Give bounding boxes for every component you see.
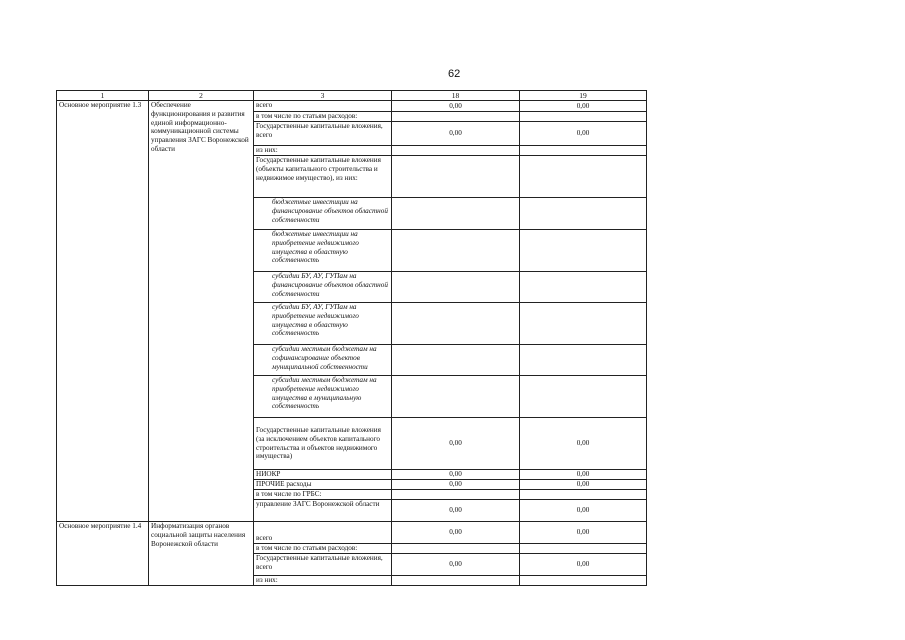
event-cell: Основное мероприятие 1.4 (57, 522, 149, 586)
value-19 (520, 544, 647, 554)
value-19: 0,00 (520, 101, 647, 112)
row-label: управление ЗАГС Воронежской области (254, 500, 392, 522)
header-col-1: 1 (57, 91, 149, 101)
value-18 (392, 544, 520, 554)
row-label: Государственные капитальные вложения (за исключением объектов капитального строительства и объектов недвижимого имущества) (254, 418, 392, 470)
value-19: 0,00 (520, 480, 647, 490)
row-label: всего (254, 101, 392, 112)
header-col-19: 19 (520, 91, 647, 101)
value-19 (520, 272, 647, 303)
value-18 (392, 303, 520, 345)
value-18: 0,00 (392, 470, 520, 480)
value-18 (392, 230, 520, 272)
value-19 (520, 490, 647, 500)
row-label: всего (254, 522, 392, 544)
row-label: бюджетные инвестиции на приобретение недвижимого имущества в областную собственность (254, 230, 392, 272)
page-number: 62 (448, 68, 461, 80)
value-19 (520, 112, 647, 122)
row-label: субсидии БУ, АУ, ГУПам на финансирование объектов областной собственности (254, 272, 392, 303)
row-label: из них: (254, 576, 392, 586)
budget-table (56, 90, 647, 586)
value-18: 0,00 (392, 554, 520, 576)
value-19: 0,00 (520, 522, 647, 544)
value-18 (392, 112, 520, 122)
value-19: 0,00 (520, 470, 647, 480)
value-18 (392, 345, 520, 376)
value-19 (520, 376, 647, 418)
row-label: Государственные капитальные вложения, всего (254, 554, 392, 576)
row-label: субсидии БУ, АУ, ГУПам на приобретение недвижимого имущества в областную собственность (254, 303, 392, 345)
row-label: НИОКР (254, 470, 392, 480)
row-label: Государственные капитальные вложения (объекты капитального строительства и недвижимое имущество), из них: (254, 156, 392, 198)
value-18 (392, 156, 520, 198)
value-18 (392, 576, 520, 586)
value-18 (392, 376, 520, 418)
value-19: 0,00 (520, 418, 647, 470)
value-19 (520, 156, 647, 198)
value-19: 0,00 (520, 500, 647, 522)
value-19 (520, 576, 647, 586)
header-col-18: 18 (392, 91, 520, 101)
header-col-2: 2 (149, 91, 254, 101)
row-label: субсидии местным бюджетам на приобретение недвижимого имущества в муниципальную собственность (254, 376, 392, 418)
value-19 (520, 303, 647, 345)
row-label: бюджетные инвестиции на финансирование объектов областной собственности (254, 198, 392, 230)
row-label: ПРОЧИЕ расходы (254, 480, 392, 490)
table-row (57, 522, 647, 544)
value-18 (392, 146, 520, 156)
header-col-3: 3 (254, 91, 392, 101)
value-18 (392, 198, 520, 230)
value-18: 0,00 (392, 101, 520, 112)
row-label: в том числе по статьям расходов: (254, 112, 392, 122)
row-label: в том числе по ГРБС: (254, 490, 392, 500)
value-18: 0,00 (392, 418, 520, 470)
value-19: 0,00 (520, 122, 647, 146)
value-18: 0,00 (392, 122, 520, 146)
value-18: 0,00 (392, 500, 520, 522)
value-19: 0,00 (520, 554, 647, 576)
value-19 (520, 345, 647, 376)
row-label: субсидии местным бюджетам на софинансирование объектов муниципальной собственности (254, 345, 392, 376)
event-name-cell: Информатизация органов социальной защиты населения Воронежской области (149, 522, 254, 586)
row-label: Государственные капитальные вложения, всего (254, 122, 392, 146)
event-name-cell: Обеспечение функционирования и развития единой информационно-коммуникационной системы управления ЗАГС Воронежской области (149, 101, 254, 522)
row-label: в том числе по статьям расходов: (254, 544, 392, 554)
value-19 (520, 146, 647, 156)
value-18 (392, 490, 520, 500)
value-18: 0,00 (392, 480, 520, 490)
value-18 (392, 272, 520, 303)
event-cell: Основное мероприятие 1.3 (57, 101, 149, 522)
row-label: из них: (254, 146, 392, 156)
value-18: 0,00 (392, 522, 520, 544)
table-row (57, 101, 647, 112)
value-19 (520, 198, 647, 230)
header-row (57, 91, 647, 101)
value-19 (520, 230, 647, 272)
